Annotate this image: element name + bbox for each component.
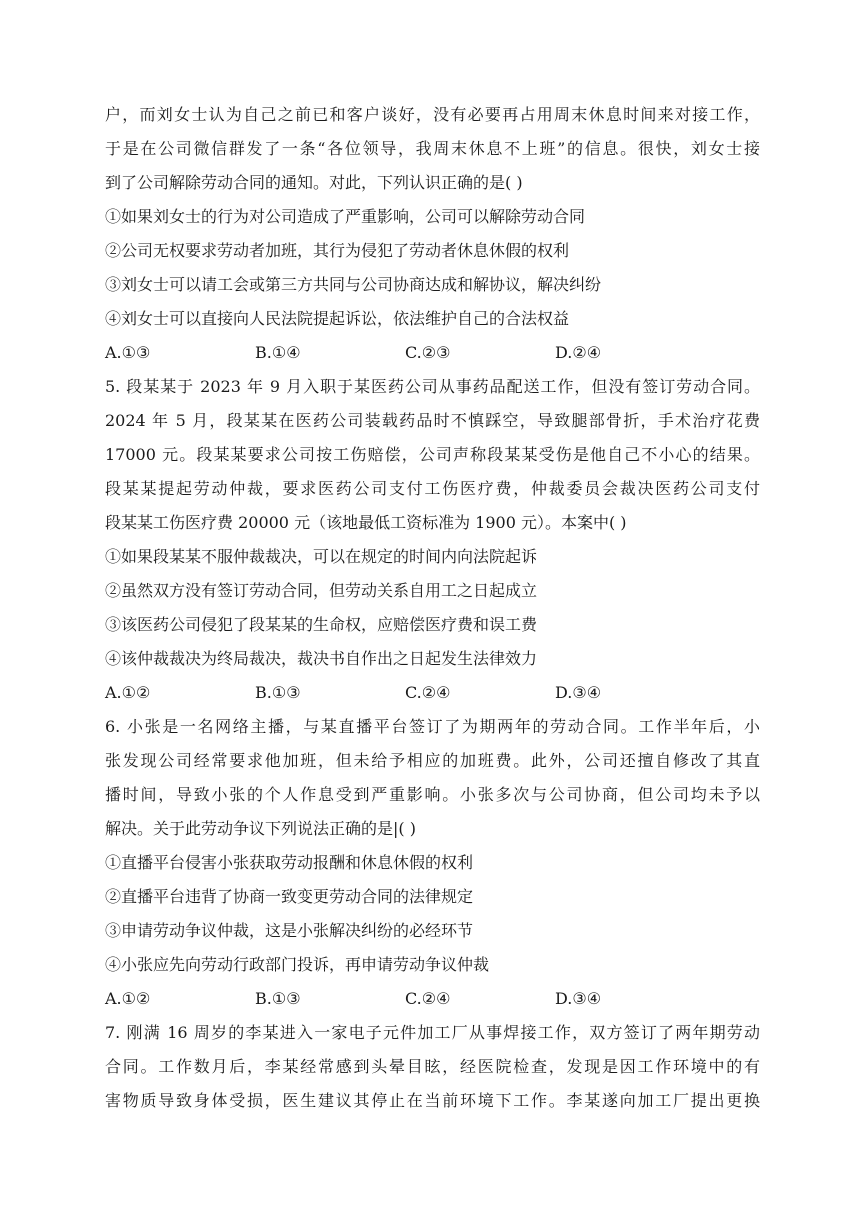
question-4-statement: ①如果刘女士的行为对公司造成了严重影响，公司可以解除劳动合同 xyxy=(105,207,586,226)
question-7-stem-line: 7. 刚满 16 周岁的李某进入一家电子元件加工厂从事焊接工作，双方签订了两年期劳动 xyxy=(105,1023,760,1042)
option-a: A.①③ xyxy=(105,343,151,362)
question-6-statement: ③申请劳动争议仲裁，这是小张解决纠纷的必经环节 xyxy=(105,921,474,940)
question-6-stem-line: 播时间，导致小张的个人作息受到严重影响。小张多次与公司协商，但公司均未予以 xyxy=(105,785,760,804)
question-4-statement: ④刘女士可以直接向人民法院提起诉讼，依法维护自己的合法权益 xyxy=(105,309,570,328)
question-4-statement: ②公司无权要求劳动者加班，其行为侵犯了劳动者休息休假的权利 xyxy=(105,241,570,260)
option-c: C.②③ xyxy=(405,343,451,362)
question-5-statement: ④该仲裁裁决为终局裁决，裁决书自作出之日起发生法律效力 xyxy=(105,649,538,668)
option-d: D.③④ xyxy=(555,683,602,702)
option-b: B.①④ xyxy=(255,343,301,362)
question-4-stem-line: 到了公司解除劳动合同的通知。对此，下列认识正确的是( ) xyxy=(105,173,523,192)
option-c: C.②④ xyxy=(405,989,451,1008)
option-d: D.②④ xyxy=(555,343,602,362)
question-6-options xyxy=(105,982,760,1016)
question-6-statement: ④小张应先向劳动行政部门投诉，再申请劳动争议仲裁 xyxy=(105,955,490,974)
question-6-statement: ②直播平台违背了协商一致变更劳动合同的法律规定 xyxy=(105,887,474,906)
question-4-statement: ③刘女士可以请工会或第三方共同与公司协商达成和解协议，解决纠纷 xyxy=(105,275,602,294)
question-7-stem-line: 害物质导致身体受损，医生建议其停止在当前环境下工作。李某遂向加工厂提出更换 xyxy=(105,1091,760,1110)
question-5-statement: ③该医药公司侵犯了段某某的生命权，应赔偿医疗费和误工费 xyxy=(105,615,538,634)
question-5-options xyxy=(105,676,760,710)
question-4-stem-line: 于是在公司微信群发了一条“各位领导，我周末休息不上班”的信息。很快，刘女士接 xyxy=(105,139,760,158)
option-b: B.①③ xyxy=(255,683,301,702)
question-5-stem-line: 5. 段某某于 2023 年 9 月入职于某医药公司从事药品配送工作，但没有签订劳动合同。 xyxy=(105,377,760,396)
document-body xyxy=(105,98,760,1118)
question-7-stem-line: 合同。工作数月后，李某经常感到头晕目眩，经医院检查，发现是因工作环境中的有 xyxy=(105,1057,760,1076)
option-d: D.③④ xyxy=(555,989,602,1008)
question-7 xyxy=(105,1016,760,1118)
question-4 xyxy=(105,98,760,370)
question-5-statement: ②虽然双方没有签订劳动合同，但劳动关系自用工之日起成立 xyxy=(105,581,538,600)
question-6-stem-line: 6. 小张是一名网络主播，与某直播平台签订了为期两年的劳动合同。工作半年后，小 xyxy=(105,717,760,736)
question-5-stem-line: 2024 年 5 月，段某某在医药公司装载药品时不慎踩空，导致腿部骨折，手术治疗花费 xyxy=(105,411,760,430)
question-5-stem-line: 段某某工伤医疗费 20000 元（该地最低工资标准为 1900 元）。本案中( ) xyxy=(105,513,627,532)
question-6-stem-line: 张发现公司经常要求他加班，但未给予相应的加班费。此外，公司还擅自修改了其直 xyxy=(105,751,760,770)
question-5-statement: ①如果段某某不服仲裁裁决，可以在规定的时间内向法院起诉 xyxy=(105,547,538,566)
option-a: A.①② xyxy=(105,683,151,702)
option-a: A.①② xyxy=(105,989,151,1008)
question-4-options xyxy=(105,336,760,370)
question-4-stem-line: 户，而刘女士认为自己之前已和客户谈好，没有必要再占用周末休息时间来对接工作， xyxy=(105,105,760,124)
option-b: B.①③ xyxy=(255,989,301,1008)
question-5-stem-line: 段某某提起劳动仲裁，要求医药公司支付工伤医疗费，仲裁委员会裁决医药公司支付 xyxy=(105,479,760,498)
question-6-statement: ①直播平台侵害小张获取劳动报酬和休息休假的权利 xyxy=(105,853,474,872)
question-5 xyxy=(105,370,760,710)
question-5-stem-line: 17000 元。段某某要求公司按工伤赔偿，公司声称段某某受伤是他自己不小心的结果。 xyxy=(105,445,760,464)
question-6-stem-line: 解决。关于此劳动争议下列说法正确的是|( ) xyxy=(105,819,416,838)
option-c: C.②④ xyxy=(405,683,451,702)
question-6 xyxy=(105,710,760,1016)
